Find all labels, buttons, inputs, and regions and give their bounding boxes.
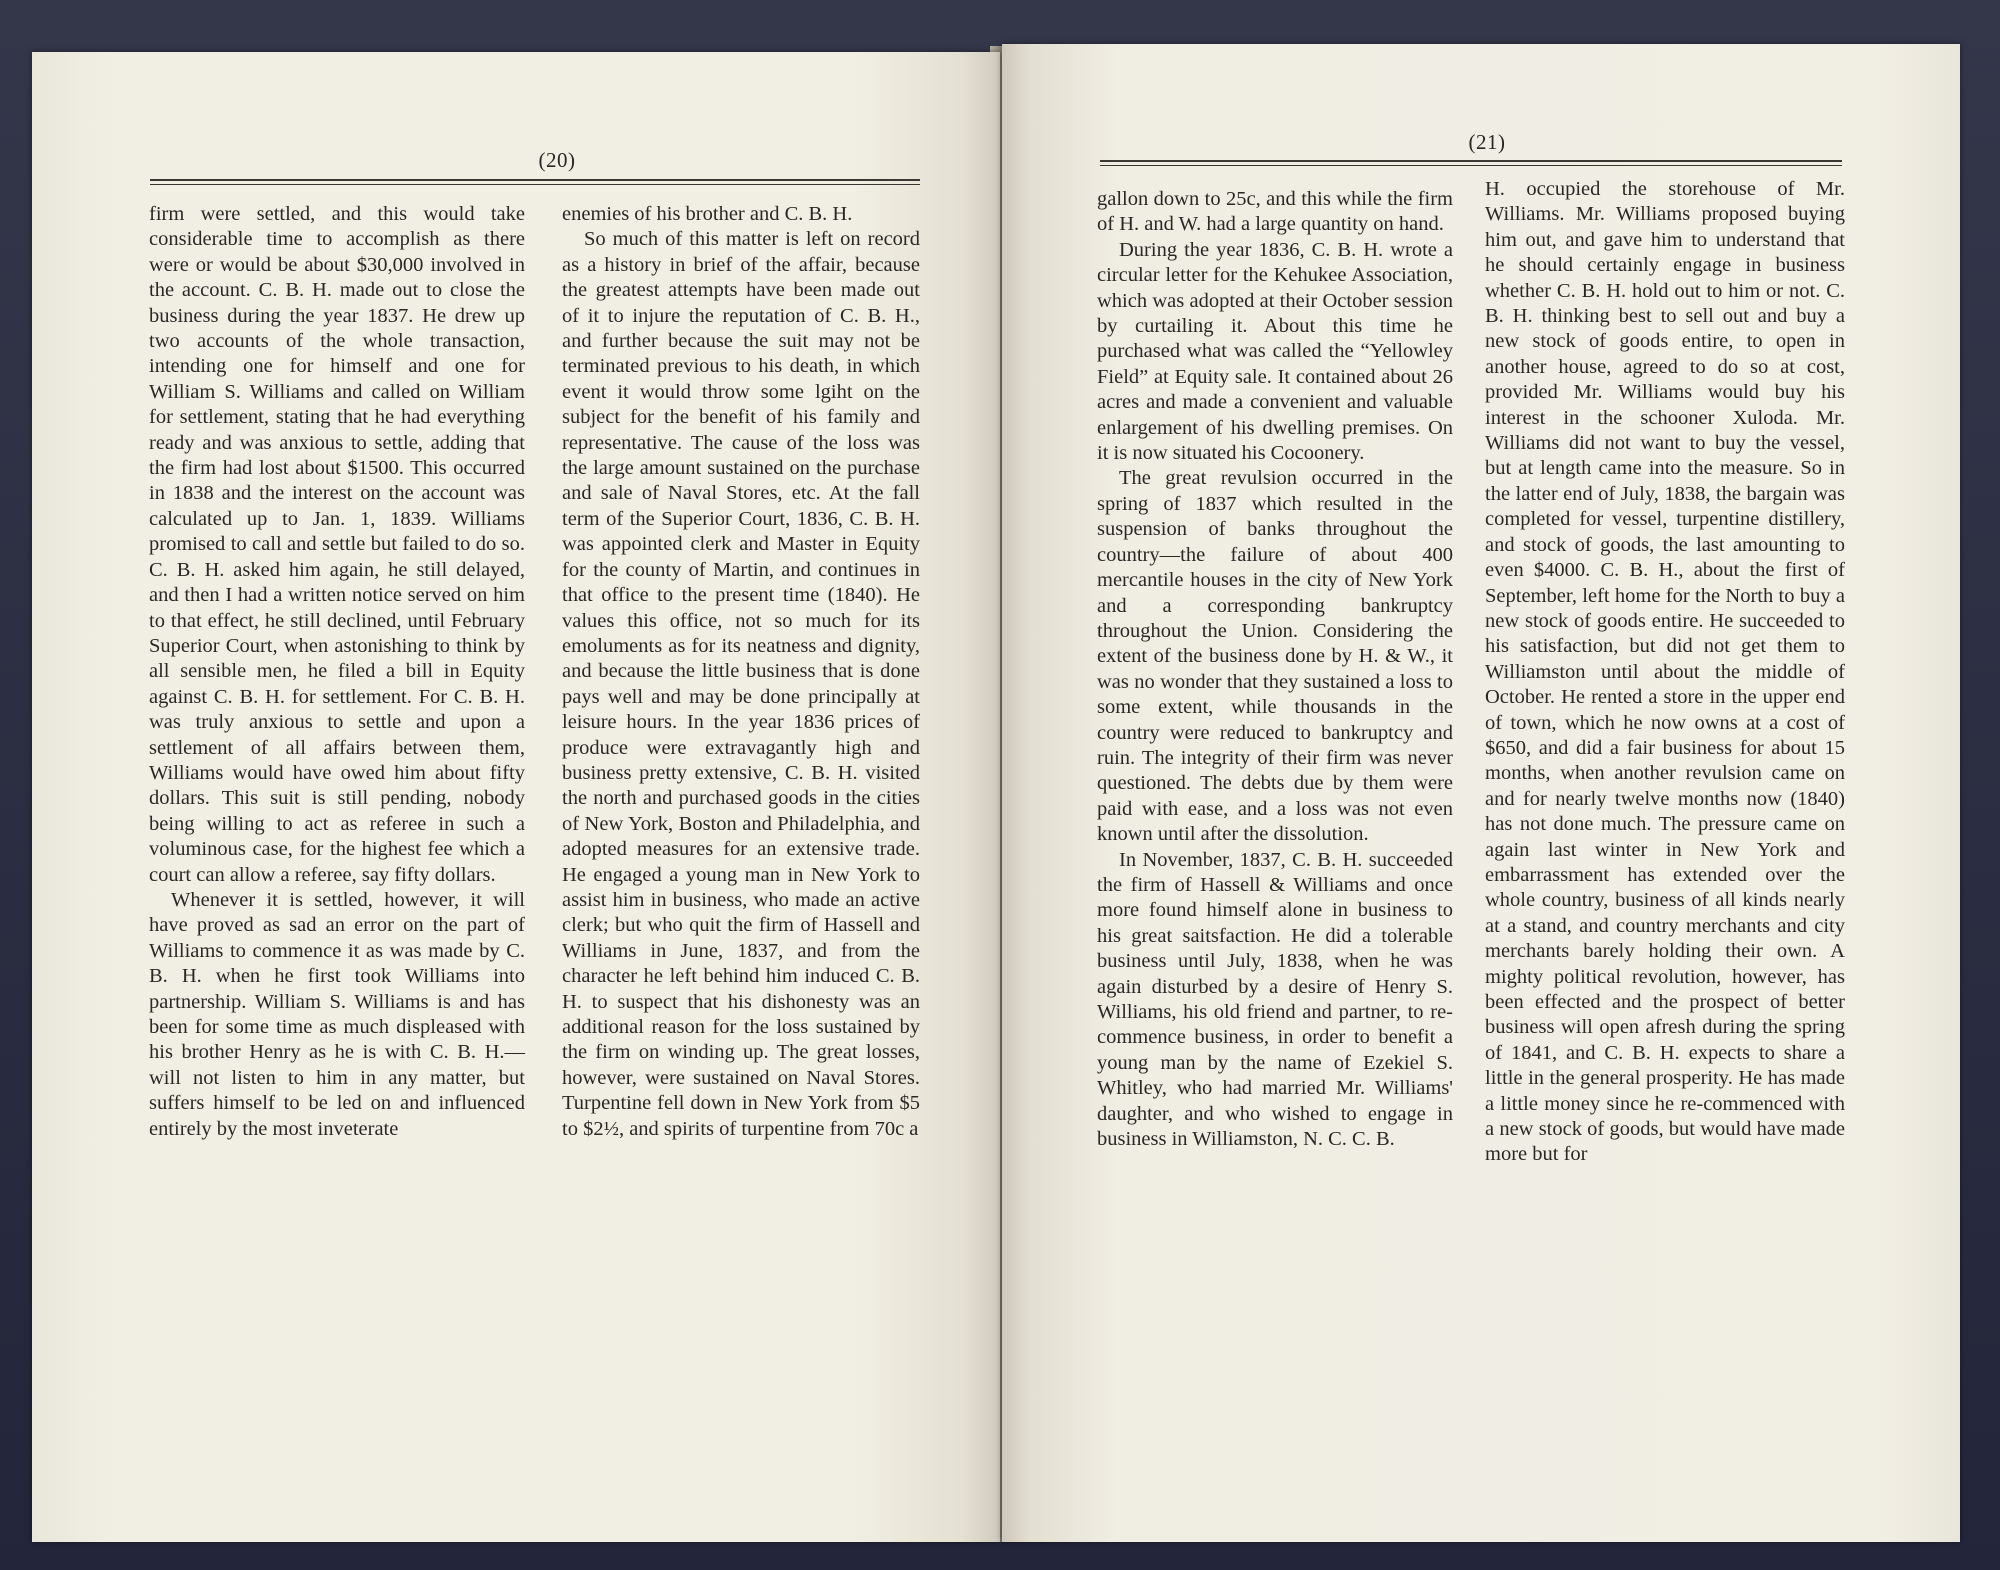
paragraph: firm were settled, and this would take considerable time to accomplish as there were or would be about $30,000 involved in the account. C. B. H. made out to close the business during the year 1837. He drew up two accounts of the whole transaction, intending one for himself and one for William S. Williams and called on William for settlement, stating that he had everything ready and was anxious to settle, adding that the firm had lost about $1500. This occurred in 1838 and the interest on the account was calculated up to Jan. 1, 1839. Williams promised to call and settle but failed to do so. C. B. H. asked him again, he still delayed, and then I had a written notice served on him to that effect, he still declined, until February Superior Court, when astonishing to think by all sensible men, he filed a bill in Equity against C. B. H. for settlement. For C. B. H. was truly anxious to settle and upon a settlement of all affairs between them, Williams would have owed him about fifty dollars. This suit is still pending, nobody being willing to act as referee in such a voluminous case, for the highest fee which a court can allow a referee, say fifty dollars. bbox=[149, 203, 525, 886]
paragraph: The great revulsion occurred in the spring of 1837 which resulted in the suspension of banks throughout the country—the failure of about 400 mercantile houses in the city of New York and a corresponding bankruptcy throughout the Union. Considering the extent of the business done by H. & W., it was no wonder that they sustained a loss to some extent, while thousands in the country were reduced to bankruptcy and ruin. The integrity of their firm was never questioned. The debts due by them were paid with ease, and a loss was not even known until after the dissolution. bbox=[1097, 467, 1453, 846]
left-page bbox=[32, 52, 1000, 1542]
paragraph: During the year 1836, C. B. H. wrote a circular letter for the Kehukee Association, which was adopted at their October session by curtailing it. About this time he purchased what was called the “Yellowley Field” at Equity sale. It contained about 26 acres and made a convenient and valuable enlargement of his dwelling premises. On it is now situated his Cocoonery. bbox=[1097, 238, 1453, 465]
paragraph: gallon down to 25c, and this while the firm of H. and W. had a large quantity on hand. bbox=[1097, 188, 1453, 236]
paragraph: So much of this matter is left on record as a history in brief of the affair, because the greatest attempts have been made out of it to injure the reputation of C. B. H., and further because the suit may not be terminated previous to his death, in which event it would throw some lgiht on the subject for the benefit of his family and representative. The cause of the loss was the large amount sustained on the purchase and sale of Naval Stores, etc. At the fall term of the Superior Court, 1836, C. B. H. was appointed clerk and Master in Equity for the county of Martin, and continues in that office to the present time (1840). He values this office, not so much for its emoluments as for its neatness and dignity, and because the little business that is done pays well and may be done principally at leisure hours. In the year 1836 prices of produce were extravagantly high and business pretty extensive, C. B. H. visited the north and purchased goods in the cities of New York, Boston and Philadelphia, and adopted measures for an extensive trade. He engaged a young man in New York to assist him in business, who made an active clerk; but who quit the firm of Hassell and Williams in June, 1837, and from the character he left behind him induced C. B. H. to suspect that his dishonesty was an additional reason for the loss sustained by the firm on winding up. The great losses, however, were sustained on Naval Stores. Turpentine fell down in New York from $5 to $2½, and spirits of turpentine from 70c a bbox=[562, 228, 920, 1140]
paragraph: Whenever it is settled, however, it will have proved as sad an error on the part of Williams to commence it as was made by C. B. H. when he first took Williams into partnership. William S. Williams is and has been for some time as much displeased with his brother Henry as he is with C. B. H.—will not listen to him in any matter, but suffers himself to be led on and influenced entirely by the most inveterate bbox=[149, 888, 525, 1140]
text-column-1 bbox=[1097, 187, 1453, 1152]
page-number: (21) bbox=[1468, 130, 1506, 154]
paragraph: enemies of his brother and C. B. H. bbox=[562, 203, 853, 225]
paragraph: In November, 1837, C. B. H. succeeded the firm of Hassell & Williams and once more found himself alone in business to his great saitsfaction. He did a tolerable business until July, 1838, when he was again disturbed by a desire of Henry S. Williams, his old friend and partner, to re-commence business, in order to benefit a young man by the name of Ezekiel S. Whitley, who had married Mr. Williams' daughter, and who wished to engage in business in Williamston, N. C. C. B. bbox=[1097, 848, 1453, 1151]
text-column-2 bbox=[562, 202, 920, 1142]
text-column-1 bbox=[149, 202, 525, 1142]
page-number: (20) bbox=[538, 148, 576, 172]
paragraph: H. occupied the storehouse of Mr. Williams. Mr. Williams proposed buying him out, and gave him to understand that he should certainly engage in business whether C. B. H. hold out to him or not. C. B. H. thinking best to sell out and buy a new stock of goods entire, to open in another house, agreed to do so at cost, provided Mr. Williams would buy his interest in the schooner Xuloda. Mr. Williams did not want to buy the vessel, but at length came into the measure. So in the latter end of July, 1838, the bargain was completed for vessel, turpentine distillery, and stock of goods, the last amounting to even $4000. C. B. H., about the first of September, left home for the North to buy a new stock of goods entire. He succeeded to his satisfaction, but did not get them to Williamston until about the middle of October. He rented a store in the upper end of town, which he now owns at a cost of $650, and did a fair business for about 15 months, when another revulsion came on and for nearly twelve months now (1840) has not done much. The pressure came on again last winter in New York and embarrassment has extended over the whole country, business of all kinds nearly at a stand, and country merchants and city merchants barely holding their own. A mighty political revolution, however, has been effected and the prospect of better business will open afresh during the spring of 1841, and C. B. H. expects to share a little in the general prosperity. He has made a little money since he re-commenced with a new stock of goods, but would have made more but for bbox=[1485, 178, 1845, 1166]
right-page bbox=[1002, 44, 1960, 1542]
header-rule bbox=[150, 179, 920, 185]
text-column-2 bbox=[1485, 177, 1845, 1168]
header-rule bbox=[1100, 160, 1842, 166]
